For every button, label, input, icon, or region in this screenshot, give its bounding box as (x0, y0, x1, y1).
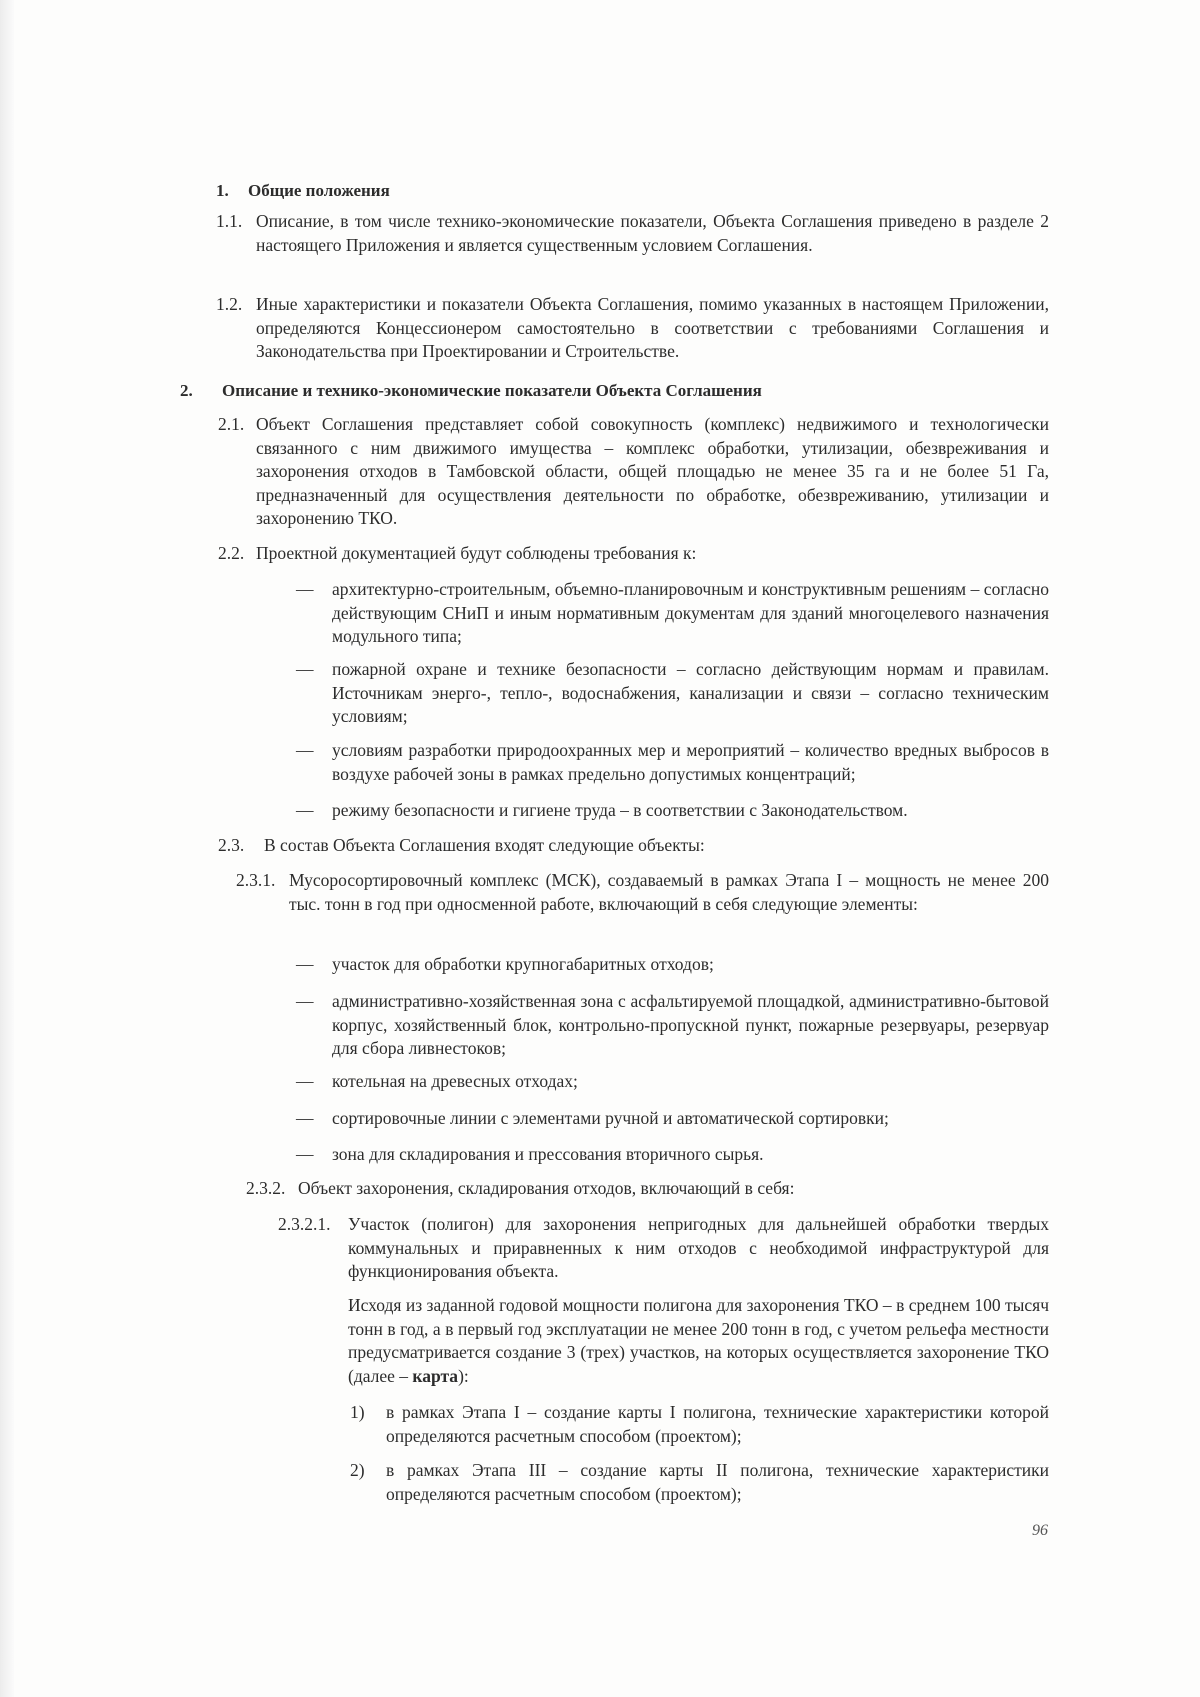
section-2-number: 2. (180, 381, 193, 400)
item-2-3-1-bullet-2: административно-хозяйственная зона с асфальтируемой площадкой, административно-бытовой корпус, хозяйственный блок, контрольно-пропускной пункт, пожарные резервуары, резервуар для сбора ливнестоков; (332, 991, 1049, 1058)
section-1-title: Общие положения (248, 181, 390, 200)
item-2-3-1-text: Мусоросортировочный комплекс (МСК), создаваемый в рамках Этапа I – мощность не менее 200 тыс. тонн в год при односменной работе, включающий в себя следующие элементы: (289, 870, 1049, 914)
scan-edge (0, 0, 14, 1697)
bullet-dash: — (296, 659, 314, 679)
item-2-3-1-bullet-5: зона для складирования и прессования вторичного сырья. (332, 1144, 764, 1164)
item-2-3-2-1-number: 2.3.2.1. (278, 1214, 331, 1234)
item-1-2-number: 1.2. (216, 294, 243, 314)
item-1-1-number: 1.1. (216, 211, 243, 231)
item-2-3-text: В состав Объекта Соглашения входят следующие объекты: (264, 835, 705, 855)
bullet-dash: — (296, 1108, 314, 1128)
bullet-dash: — (296, 991, 314, 1011)
item-1-1-text: Описание, в том числе технико-экономические показатели, Объекта Соглашения приведено в разделе 2 настоящего Приложения и является существенным условием Соглашения. (256, 211, 1049, 255)
item-2-1-number: 2.1. (218, 414, 245, 434)
item-2-3-number: 2.3. (218, 835, 245, 855)
item-1-2-text: Иные характеристики и показатели Объекта Соглашения, помимо указанных в настоящем Приложении, определяются Концессионером самостоятельно в соответствии с требованиями Соглашения и Законодательства при Проектировании и Строительстве. (256, 294, 1049, 361)
bullet-dash: — (296, 1144, 314, 1164)
item-2-3-1-bullet-3: котельная на древесных отходах; (332, 1071, 578, 1091)
item-2-3-2-text: Объект захоронения, складирования отходов, включающий в себя: (298, 1178, 795, 1198)
list-item-2-text: в рамках Этапа III – создание карты II полигона, технические характеристики определяются расчетным способом (проектом); (386, 1460, 1049, 1504)
item-2-3-2-1-paragraph: Исходя из заданной годовой мощности полигона для захоронения ТКО – в среднем 100 тысяч тонн в год, а в первый год эксплуатации не менее 200 тонн в год, с учетом рельефа местности предусматривается создание 3 (трех) участков, на которых осуществляется захоронение ТКО (далее – карта): (348, 1295, 1049, 1386)
item-2-3-1-bullet-1: участок для обработки крупногабаритных отходов; (332, 954, 714, 974)
page-number: 96 (1032, 1522, 1048, 1539)
item-2-2-bullet-1: архитектурно-строительным, объемно-планировочным и конструктивным решениям – согласно действующим СНиП и иным нормативным документам для зданий многоцелевого назначения модульного типа; (332, 579, 1049, 646)
bullet-dash: — (296, 579, 314, 599)
item-2-3-1-number: 2.3.1. (236, 870, 276, 890)
item-2-3-1-bullet-4: сортировочные линии с элементами ручной и автоматической сортировки; (332, 1108, 889, 1128)
item-2-2-number: 2.2. (218, 543, 245, 563)
list-item-2-number: 2) (350, 1460, 365, 1480)
item-2-2-bullet-2: пожарной охране и технике безопасности – согласно действующим нормам и правилам. Источникам энерго-, тепло-, водоснабжения, канализации и связи – согласно техническим условиям; (332, 659, 1049, 726)
bullet-dash: — (296, 1071, 314, 1091)
bullet-dash: — (296, 800, 314, 820)
item-2-3-2-number: 2.3.2. (246, 1178, 286, 1198)
item-2-2-text: Проектной документацией будут соблюдены требования к: (256, 543, 697, 563)
term-karta: карта (412, 1365, 459, 1386)
list-item-1-text: в рамках Этапа I – создание карты I полигона, технические характеристики которой определяются расчетным способом (проектом); (386, 1402, 1049, 1446)
section-2-title: Описание и технико-экономические показатели Объекта Соглашения (222, 381, 762, 400)
list-item-1-number: 1) (350, 1402, 365, 1422)
bullet-dash: — (296, 954, 314, 974)
bullet-dash: — (296, 740, 314, 760)
item-2-3-2-1-text: Участок (полигон) для захоронения непригодных для дальнейшей обработки твердых коммунальных и приравненных к ним отходов с необходимой инфраструктурой для функционирования объекта. (348, 1214, 1049, 1281)
item-2-1-text: Объект Соглашения представляет собой совокупность (комплекс) недвижимого и технологически связанного с ним движимого имущества – комплекс обработки, утилизации, обезвреживания и захоронения отходов в Тамбовской области, общей площадью не менее 35 га и не более 51 Га, предназначенный для осуществления деятельности по обработке, обезвреживанию, утилизации и захоронению ТКО. (256, 414, 1049, 528)
item-2-2-bullet-4: режиму безопасности и гигиене труда – в соответствии с Законодательством. (332, 800, 908, 820)
item-2-2-bullet-3: условиям разработки природоохранных мер и мероприятий – количество вредных выбросов в воздухе рабочей зоны в рамках предельно допустимых концентраций; (332, 740, 1049, 784)
section-1-number: 1. (216, 181, 229, 200)
